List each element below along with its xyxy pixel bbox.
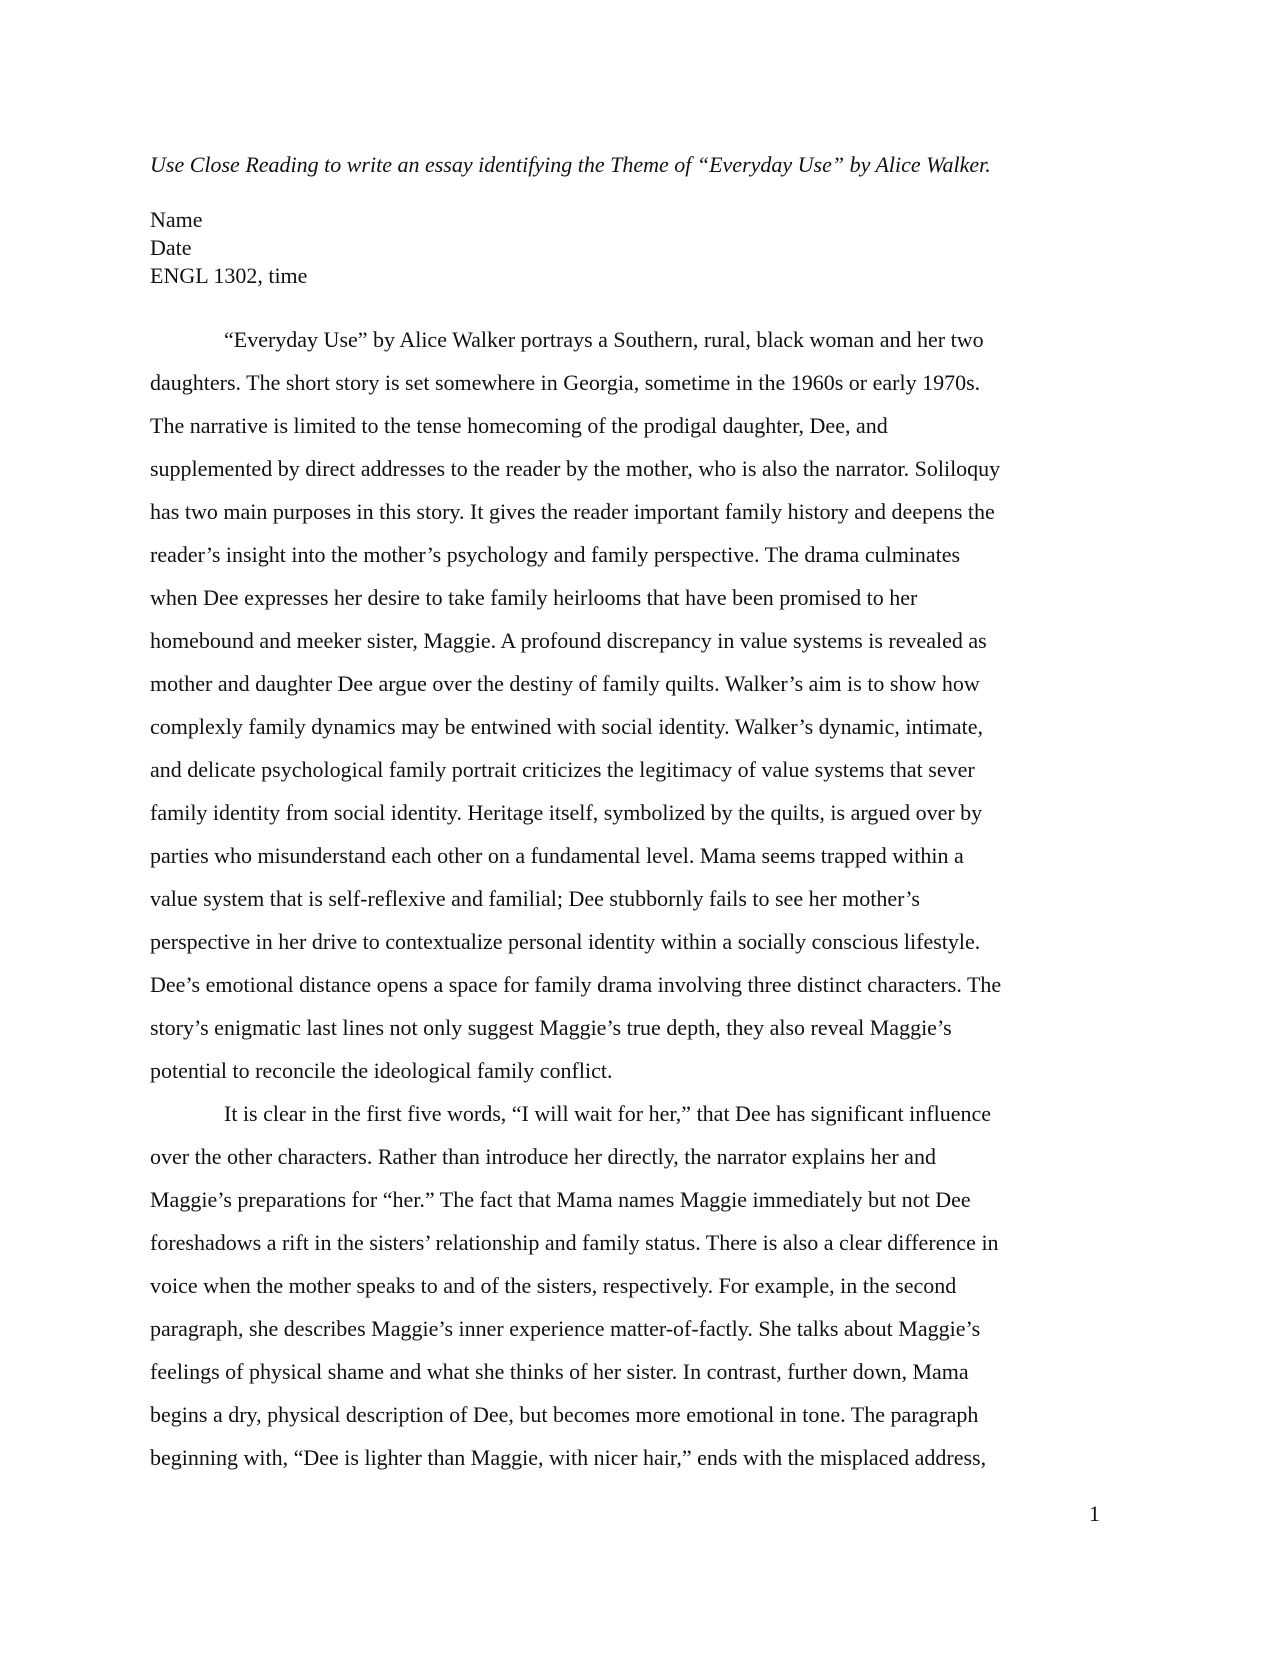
page-number: 1 bbox=[1089, 1501, 1100, 1526]
date-line: Date bbox=[150, 235, 192, 260]
body-line: mother and daughter Dee argue over the destiny of family quilts. Walker’s aim is to show how bbox=[150, 671, 980, 696]
body-line: feelings of physical shame and what she thinks of her sister. In contrast, further down, Mama bbox=[150, 1359, 969, 1384]
body-line: foreshadows a rift in the sisters’ relationship and family status. There is also a clear difference in bbox=[150, 1230, 999, 1255]
body-line: voice when the mother speaks to and of the sisters, respectively. For example, in the second bbox=[150, 1273, 957, 1298]
body-line: perspective in her drive to contextualize personal identity within a socially conscious lifestyle. bbox=[150, 929, 981, 954]
body-line: parties who misunderstand each other on a fundamental level. Mama seems trapped within a bbox=[150, 843, 964, 868]
body-line: “Everyday Use” by Alice Walker portrays a Southern, rural, black woman and her two bbox=[224, 327, 984, 352]
body-line: reader’s insight into the mother’s psychology and family perspective. The drama culminates bbox=[150, 542, 961, 567]
essay-prompt: Use Close Reading to write an essay identifying the Theme of “Everyday Use” by Alice Walker. bbox=[150, 152, 991, 177]
body-line: family identity from social identity. Heritage itself, symbolized by the quilts, is argued over by bbox=[150, 800, 983, 825]
body-line: homebound and meeker sister, Maggie. A profound discrepancy in value systems is revealed as bbox=[150, 628, 987, 653]
essay-header-block bbox=[150, 206, 750, 290]
body-line: begins a dry, physical description of Dee, but becomes more emotional in tone. The paragraph bbox=[150, 1402, 979, 1427]
body-line: The narrative is limited to the tense homecoming of the prodigal daughter, Dee, and bbox=[150, 413, 888, 438]
body-line: has two main purposes in this story. It gives the reader important family history and deepens the bbox=[150, 499, 995, 524]
course-line: ENGL 1302, time bbox=[150, 263, 308, 288]
student-name-line: Name bbox=[150, 207, 203, 232]
body-line: It is clear in the first five words, “I will wait for her,” that Dee has significant influence bbox=[224, 1101, 992, 1126]
body-line: story’s enigmatic last lines not only suggest Maggie’s true depth, they also reveal Maggie’s bbox=[150, 1015, 952, 1040]
body-line: paragraph, she describes Maggie’s inner experience matter-of-factly. She talks about Maggie’s bbox=[150, 1316, 981, 1341]
body-line: over the other characters. Rather than introduce her directly, the narrator explains her and bbox=[150, 1144, 936, 1169]
body-line: complexly family dynamics may be entwined with social identity. Walker’s dynamic, intimate, bbox=[150, 714, 984, 739]
body-line: potential to reconcile the ideological family conflict. bbox=[150, 1058, 613, 1083]
body-line: when Dee expresses her desire to take family heirlooms that have been promised to her bbox=[150, 585, 918, 610]
body-line: Dee’s emotional distance opens a space for family drama involving three distinct characters. The bbox=[150, 972, 1002, 997]
body-line: value system that is self-reflexive and familial; Dee stubbornly fails to see her mother’s bbox=[150, 886, 920, 911]
body-line: beginning with, “Dee is lighter than Maggie, with nicer hair,” ends with the misplaced address, bbox=[150, 1445, 987, 1470]
body-line: Maggie’s preparations for “her.” The fact that Mama names Maggie immediately but not Dee bbox=[150, 1187, 971, 1212]
body-line: and delicate psychological family portrait criticizes the legitimacy of value systems that sever bbox=[150, 757, 975, 782]
essay-body bbox=[150, 318, 1130, 1479]
body-line: supplemented by direct addresses to the reader by the mother, who is also the narrator. Soliloquy bbox=[150, 456, 1001, 481]
body-line: daughters. The short story is set somewhere in Georgia, sometime in the 1960s or early 1970s. bbox=[150, 370, 981, 395]
